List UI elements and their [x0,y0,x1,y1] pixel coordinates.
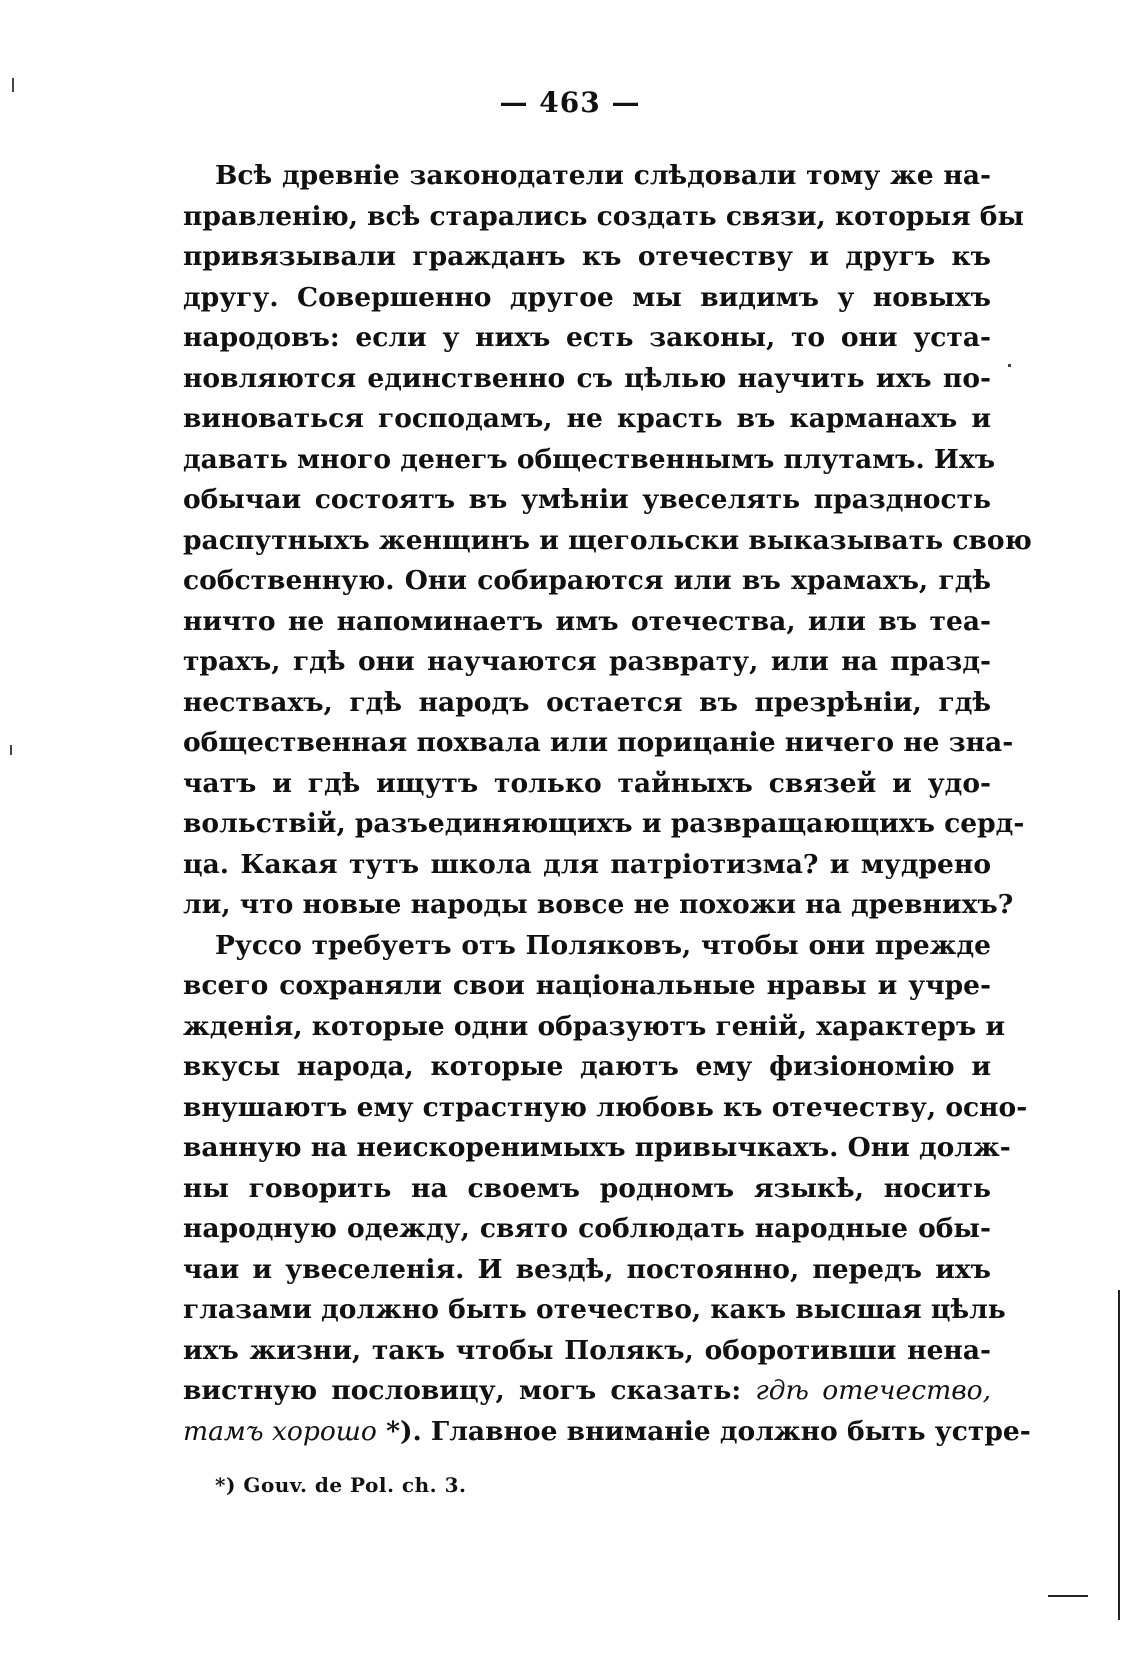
text-line: Всѣ древніе законодатели слѣдовали тому же на- [215,160,991,191]
text-line: ны говорить на своемъ родномъ языкѣ, носить [183,1172,991,1204]
italic-phrase: тамъ хорошо [183,1415,377,1447]
text-line: вкусы народа, которые даютъ ему физіономію и [183,1051,991,1082]
text-line: виноваться господамъ, не красть въ карманахъ и [183,403,991,434]
text-line: жденія, которые одни образуютъ геній, характеръ и [183,1010,1006,1042]
text-line: ванную на неискоренимыхъ привычкахъ. Они долж- [183,1132,1011,1163]
text-line: ихъ жизни, такъ чтобы Полякъ, оборотивши нена- [183,1334,991,1366]
text-line: привязывали гражданъ къ отечеству и другъ къ [183,241,991,272]
text-line: давать много денегъ общественнымъ плутамъ. Ихъ [183,443,996,475]
margin-speck [12,78,14,92]
text-line: другу. Совершенно другое мы видимъ у новыхъ [183,281,991,313]
text-line: чатъ и гдѣ ищутъ только тайныхъ связей и удо- [183,767,991,799]
margin-speck [1008,364,1011,367]
text-line: вольствій, разъединяющихъ и развращающихъ серд- [183,808,1025,839]
footnote-mark: *) [376,1415,413,1447]
text-line: народовъ: если у нихъ есть законы, то они уста- [183,322,991,353]
text-line: Руссо требуетъ отъ Поляковъ, чтобы они прежде [215,929,991,961]
page-number: — 463 — [499,86,641,119]
paragraph-1 [183,156,1032,926]
text-line: ца. Какая тутъ школа для патріотизма? и мудрено [183,848,991,880]
text-line: новляются единственно съ цѣлью научить ихъ по- [183,362,991,394]
text-line: ничто не напоминаетъ имъ отечества, или въ теа- [183,605,991,637]
italic-phrase: гдѣ отечество, [755,1375,991,1406]
text-line: собственную. Они собираются или въ храмахъ, гдѣ [183,565,991,596]
bottom-right-dash [1048,1595,1088,1597]
margin-speck [10,745,12,755]
text-segment: вистную пословицу, могъ сказать: [183,1375,742,1406]
text-line: обычаи состоятъ въ умѣніи увеселять праздность [183,484,991,515]
text-line-with-footnote-mark [183,1412,1031,1453]
text-line-with-italic [183,1371,991,1412]
footnote: *) Gouv. de Pol. ch. 3. [215,1473,467,1497]
body-text [183,156,1032,1452]
text-line: внушаютъ ему страстную любовь къ отечеству, осно- [183,1091,1028,1123]
text-line: распутныхъ женщинъ и щегольски выказывать свою [183,524,1032,556]
text-line: трахъ, гдѣ они научаются разврату, или на празд- [183,646,991,677]
paragraph-2 [183,926,1031,1453]
text-line: народную одежду, свято соблюдать народные обы- [183,1213,991,1244]
text-line: нествахъ, гдѣ народъ остается въ презрѣніи, гдѣ [183,686,991,718]
text-segment: . Главное вниманіе должно быть устре- [412,1415,1031,1447]
text-line: всего сохраняли свои національные нравы и учре- [183,970,991,1001]
text-line: ли, что новые народы вовсе не похожи на древнихъ? [183,889,1014,920]
text-line: чаи и увеселенія. И вездѣ, постоянно, передъ ихъ [183,1253,991,1285]
text-line: правленію, всѣ старались создать связи, которыя бы [183,200,1025,232]
text-line: общественная похвала или порицаніе ничего не зна- [183,727,1014,758]
right-edge-line [1118,1290,1120,1620]
text-line: глазами должно быть отечество, какъ высшая цѣль [183,1294,1006,1325]
